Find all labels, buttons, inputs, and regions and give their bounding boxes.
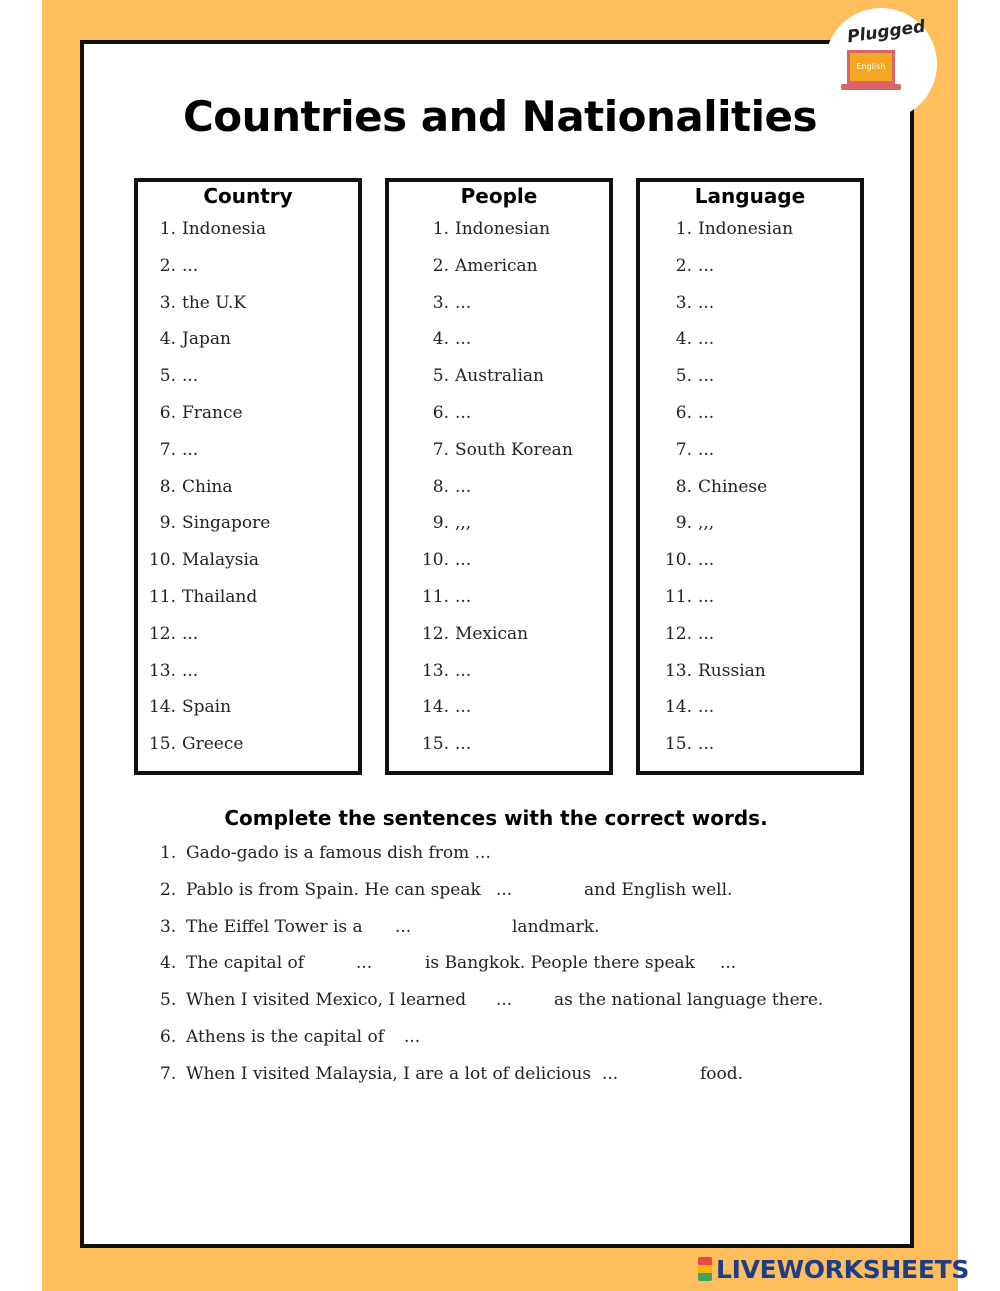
country-heading: Country	[203, 184, 293, 208]
answer-field[interactable]: Spain	[182, 697, 232, 718]
country-column	[134, 178, 362, 775]
list-item: 11. ...	[421, 586, 472, 607]
sentence-text: food.	[700, 1063, 744, 1084]
answer-field[interactable]: China	[182, 476, 233, 497]
answer-field[interactable]: the U.K	[182, 292, 247, 313]
sentence-item	[160, 990, 880, 1027]
list-item: 13. Russian	[664, 660, 766, 681]
answer-field[interactable]: Chinese	[698, 476, 768, 497]
list-item: 2. American	[432, 255, 538, 276]
laptop-icon: English	[847, 50, 895, 84]
answer-field[interactable]: ...	[698, 550, 715, 571]
sentence-item	[160, 953, 880, 990]
answer-blank[interactable]: ...	[395, 916, 412, 937]
answer-field[interactable]: ...	[698, 255, 715, 276]
answer-field[interactable]: Thailand	[182, 586, 258, 607]
sentence-text: and English well.	[584, 879, 733, 900]
list-item: 5. ...	[675, 366, 715, 387]
answer-field[interactable]: ...	[698, 329, 715, 350]
list-item: 11. Thailand	[148, 586, 258, 607]
answer-field[interactable]: ...	[182, 439, 199, 460]
answer-field[interactable]: ...	[455, 402, 472, 423]
list-item: 7. South Korean	[432, 439, 573, 460]
list-item: 4. ...	[675, 329, 715, 350]
list-item: 11. ...	[664, 586, 715, 607]
answer-field[interactable]: ...	[455, 292, 472, 313]
answer-field[interactable]: Indonesia	[182, 219, 267, 239]
list-item: 5. ...	[159, 366, 199, 387]
sentence-number: 5.	[160, 990, 177, 1011]
answer-field[interactable]: Indonesian	[455, 219, 551, 239]
answer-blank[interactable]: ...	[356, 953, 373, 974]
list-item: 8. Chinese	[675, 476, 768, 497]
answer-field[interactable]: ...	[455, 734, 472, 755]
answer-field[interactable]: ...	[182, 623, 199, 644]
answer-field[interactable]: ...	[698, 439, 715, 460]
language-heading: Language	[694, 184, 806, 208]
list-item: 4. Japan	[159, 329, 231, 350]
list-item: 12. ...	[148, 623, 199, 644]
answer-field[interactable]: ...	[455, 329, 472, 350]
list-item: 1. Indonesia	[159, 219, 267, 239]
sentence-text: landmark.	[512, 916, 600, 937]
answer-field[interactable]: American	[455, 255, 538, 276]
list-item: 14. ...	[664, 697, 715, 718]
list-item: 13. ...	[148, 660, 199, 681]
answer-field[interactable]: ...	[455, 697, 472, 718]
answer-field[interactable]: ,,,	[698, 513, 715, 534]
answer-blank[interactable]: ...	[720, 953, 737, 974]
people-list	[411, 217, 609, 769]
sentence-number: 7.	[160, 1063, 177, 1084]
list-item: 15. ...	[664, 734, 715, 755]
logo-text: Plugged	[845, 16, 927, 48]
list-item: 3. the U.K	[159, 292, 247, 313]
sentence-text: is Bangkok. People there speak	[425, 953, 695, 974]
answer-field[interactable]: ...	[182, 660, 199, 681]
answer-blank[interactable]: ...	[404, 1026, 421, 1047]
instructions-heading: Complete the sentences with the correct words.	[224, 806, 768, 830]
list-item: 7. ...	[675, 439, 715, 460]
language-list	[654, 217, 860, 769]
answer-field[interactable]: Greece	[182, 734, 244, 755]
answer-field[interactable]: Singapore	[182, 513, 271, 534]
answer-field[interactable]: Australian	[455, 366, 545, 387]
list-item: 6. ...	[675, 402, 715, 423]
sentence-item	[160, 917, 880, 954]
answer-field[interactable]: Japan	[182, 329, 231, 350]
list-item: 5. Australian	[432, 366, 545, 387]
list-item: 10. Malaysia	[148, 550, 260, 571]
sentence-item	[160, 1027, 880, 1064]
list-item: 12. Mexican	[421, 623, 529, 644]
sentence-number: 6.	[160, 1026, 177, 1047]
answer-blank[interactable]: ...	[602, 1063, 619, 1084]
list-item: 7. ...	[159, 439, 199, 460]
answer-field[interactable]: ...	[698, 586, 715, 607]
sentence-text: Pablo is from Spain. He can speak	[186, 879, 481, 900]
brand-text: LIVEWORKSHEETS	[716, 1255, 970, 1284]
list-item: 8. China	[159, 476, 233, 497]
list-item: 9. Singapore	[159, 513, 271, 534]
sentence-number: 2.	[160, 879, 177, 900]
answer-field[interactable]: ...	[698, 623, 715, 644]
list-item: 2. ...	[159, 255, 199, 276]
answer-field[interactable]: France	[182, 402, 243, 423]
sentence-text: Gado-gado is a famous dish from ...	[186, 843, 491, 863]
sentence-item	[160, 1064, 880, 1101]
list-item: 2. ...	[675, 255, 715, 276]
sentence-text: When I visited Mexico, I learned	[186, 990, 467, 1011]
list-item: 1. Indonesian	[675, 219, 794, 239]
list-item: 14. Spain	[148, 697, 232, 718]
list-item: 4. ...	[432, 329, 472, 350]
answer-field[interactable]: ...	[455, 660, 472, 681]
list-item: 3. ...	[432, 292, 472, 313]
list-item: 13. ...	[421, 660, 472, 681]
list-item: 6. France	[159, 402, 243, 423]
list-item: 1. Indonesian	[432, 219, 551, 239]
answer-field[interactable]: ...	[182, 255, 199, 276]
answer-field[interactable]: ...	[182, 366, 199, 387]
answer-field[interactable]: Mexican	[455, 623, 529, 644]
list-item: 10. ...	[664, 550, 715, 571]
answer-field[interactable]: ...	[698, 402, 715, 423]
people-heading: People	[460, 184, 538, 208]
sentence-text: The Eiffel Tower is a	[186, 916, 363, 937]
list-item: 9. ,,,	[432, 513, 472, 534]
answer-blank[interactable]: ...	[496, 990, 513, 1011]
sentence-number: 4.	[160, 953, 177, 974]
answer-field[interactable]: ...	[455, 586, 472, 607]
answer-field[interactable]: Indonesian	[698, 219, 794, 239]
list-item: 15. Greece	[148, 734, 244, 755]
list-item: 9. ,,,	[675, 513, 715, 534]
answer-field[interactable]: ...	[455, 550, 472, 571]
live-icon	[698, 1257, 712, 1281]
sentence-text: When I visited Malaysia, I are a lot of delicious	[186, 1063, 592, 1084]
answer-field[interactable]: South Korean	[455, 439, 573, 460]
sentence-number: 1.	[160, 843, 177, 863]
page-title: Countries and Nationalities	[182, 92, 817, 141]
list-item: 12. ...	[664, 623, 715, 644]
answer-field[interactable]: Russian	[698, 660, 766, 681]
answer-field[interactable]: ...	[698, 292, 715, 313]
answer-field[interactable]: ...	[698, 366, 715, 387]
sentence-text: as the national language there.	[554, 990, 824, 1011]
answer-field[interactable]: ...	[698, 697, 715, 718]
sentence-list	[160, 843, 880, 1101]
list-item: 14. ...	[421, 697, 472, 718]
sentence-text: Athens is the capital of	[186, 1026, 385, 1047]
answer-field[interactable]: ...	[698, 734, 715, 755]
list-item: 3. ...	[675, 292, 715, 313]
language-column	[636, 178, 864, 775]
answer-blank[interactable]: ...	[496, 879, 513, 900]
sentence-number: 3.	[160, 916, 177, 937]
sentence-item	[160, 843, 880, 880]
liveworksheets-logo[interactable]	[698, 1255, 969, 1285]
country-list	[138, 217, 358, 769]
answer-field[interactable]: ...	[455, 476, 472, 497]
list-item: 8. ...	[432, 476, 472, 497]
people-column	[385, 178, 613, 775]
answer-field[interactable]: ,,,	[455, 513, 472, 534]
list-item: 15. ...	[421, 734, 472, 755]
sentence-text: The capital of	[186, 953, 305, 974]
list-item: 6. ...	[432, 402, 472, 423]
list-item: 10. ...	[421, 550, 472, 571]
laptop-base	[841, 84, 901, 90]
answer-field[interactable]: Malaysia	[182, 550, 260, 571]
sentence-item	[160, 880, 880, 917]
